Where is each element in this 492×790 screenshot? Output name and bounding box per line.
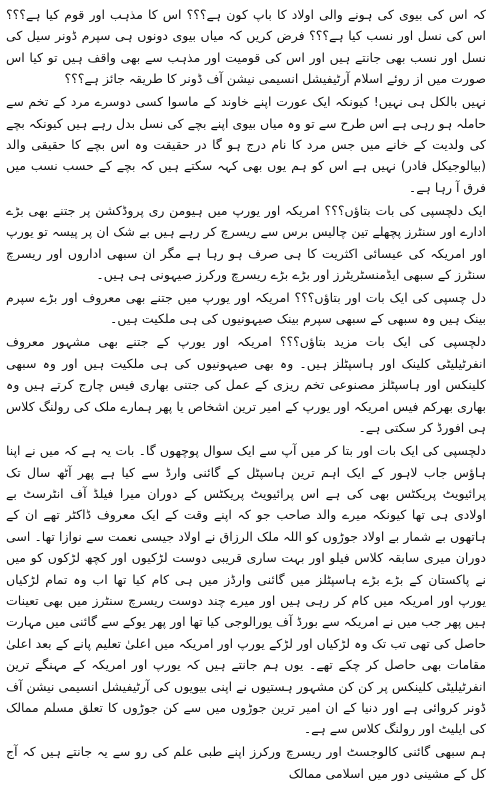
paragraph-5: دلچسپی کی ایک بات مزید بتاؤں؟؟؟ امریکہ اور یورپ کے جتنے بھی مشہور معروف انفرٹیلیٹی کلینک اور ہاسپٹلز ہیں۔ وہ بھی صیہونیوں کی ہی ملکیت ہیں اور وہ سبھی کلینکس اور ہاسپٹلز مصنوعی تخم ریزی کے عمل کی جتنی بھاری فیس چارج کرتے ہیں وہ بھاری بھرکم فیس امریکہ اور یورپ کے امیر ترین اشخاص یا پھر ہمارے ملک کی رولنگ کلاس ہی افورڈ کر سکتی ہے۔	[6, 334, 486, 436]
paragraph-6: دلچسپی کی ایک بات اور بتا کر میں آپ سے ایک سوال پوچھوں گا۔ بات یہ ہے کہ میں نے اپنا ہاؤس جاب لاہور کے ایک اہم ترین ہاسپٹل کے گائنی وارڈ سے کیا ہے پھر آٹھ سال تک پرائیویٹ پریکٹس بھی کی ہے اس پرائیویٹ پریکٹس کے دوران میرا فیلڈ آف انٹرسٹ بے اولادی ہی تھا کیونکہ میرے والد صاحب جو کہ اپنے وقت کے ایک معروف ڈاکٹر تھے ان کے ہاتھوں بے شمار بے اولاد جوڑوں کو اللہ ملک الرزاق نے اولاد جیسی نعمت سے نوازا تھا۔ اسی دوران میری سابقہ کلاس فیلو اور بہت ساری قریبی دوست لڑکیوں اور کچھ لڑکوں کو میں نے پاکستان کے بڑے بڑے ہاسپٹلز میں گائنی وارڈز میں ہی کام کیا تھا اب وہ تمام لڑکیاں یورپ اور امریکہ میں کام کر رہی ہیں اور میرے چند دوست ریسرچ سنٹرز میں بھی تعینات ہیں پھر جب میں نے امریکہ سے بورڈ آف یورالوجی کیا تھا اور پھر یوکے سے گائنی میں مہارت حاصل کی تھی تب تک وہ لڑکیاں اور لڑکے یورپ اور امریکہ میں اعلیٰ تعلیم پانے کے بعد اعلیٰ مقامات بھی حاصل کر چکے تھے۔ یوں ہم جانتے ہیں کہ یورپ اور امریکہ کے مہنگے ترین انفرٹیلیٹی کلینکس پر کن کن مشہور ہستیوں نے اپنی بیویوں کی آرٹیفیشل انسیمی نیشن آف ڈونر کروائی ہے اور دنیا کے ان امیر ترین جوڑوں میں سے کن جوڑوں کا تعلق مسلم ممالک کی ایلیٹ اور رولنگ کلاس سے ہے۔	[6, 443, 486, 737]
paragraph-7: ہم سبھی گائنی کالوجسٹ اور ریسرچ ورکرز اپنے طبی علم کی رو سے یہ جانتے ہیں کہ آج کل کے مشینی دور میں اسلامی ممالک	[6, 744, 486, 781]
paragraph-1: کہ اس کی بیوی کی ہونے والی اولاد کا باپ کون ہے؟؟؟ اس کا مذہب اور قوم کیا ہے؟؟؟ اس کی نسل اور نسب کیا ہے؟؟؟ فرض کریں کہ میاں بیوی دونوں ہی سپرم ڈونر سیل کی نسل اور نسب بھی جانتے ہیں اور اس کی قومیت اور مذہب سے بھی واقف ہیں تو کیا اس صورت میں از روئے اسلام آرٹیفیشل انسیمی نیشن آف ڈونر کا طریقہ جائز ہے؟؟؟	[6, 7, 486, 87]
paragraph-2: نہیں بالکل ہی نہیں! کیونکہ ایک عورت اپنے خاوند کے ماسوا کسی دوسرے مرد کے تخم سے حاملہ ہو رہی ہے اس طرح سے تو وہ میاں بیوی اپنے بچے کی نسل بدل رہے ہیں کیونکہ بچے کی ولدیت کے خانے میں جس مرد کا نام درج ہو گا در حقیقت وہ اس بچے کا حقیقی والد (بیالوجیکل فادر) نہیں ہے اس کو ہم یوں بھی کہہ سکتے ہیں کہ بچے کے حسب نسب میں فرق آ رہا ہے۔	[6, 94, 486, 195]
paragraph-4: دل چسپی کی ایک بات اور بتاؤں؟؟؟ امریکہ اور یورپ میں جتنے بھی معروف اور بڑے سپرم بینک ہیں وہ سبھی کے سبھی سپرم بینک صیہونیوں کی ہی ملکیت ہیں۔	[6, 290, 486, 327]
paragraph-3: ایک دلچسپی کی بات بتاؤں؟؟؟ امریکہ اور یورپ میں ہیومن ری پروڈکشن پر جتنے بھی بڑے ادارے اور سنٹرز پچھلے تین چالیس برس سے ریسرچ کر رہے ہیں بے شک ان پر پیسہ تو یورپ اور امریکہ کی عیسائی اکثریت کا ہی صرف ہو رہا ہے مگر ان سبھی اداروں اور ریسرچ سنٹرز کے سبھی ایڈمنسٹریٹرز اور بڑے بڑے ریسرچ ورکرز صیہونی ہی ہیں۔	[6, 202, 486, 283]
